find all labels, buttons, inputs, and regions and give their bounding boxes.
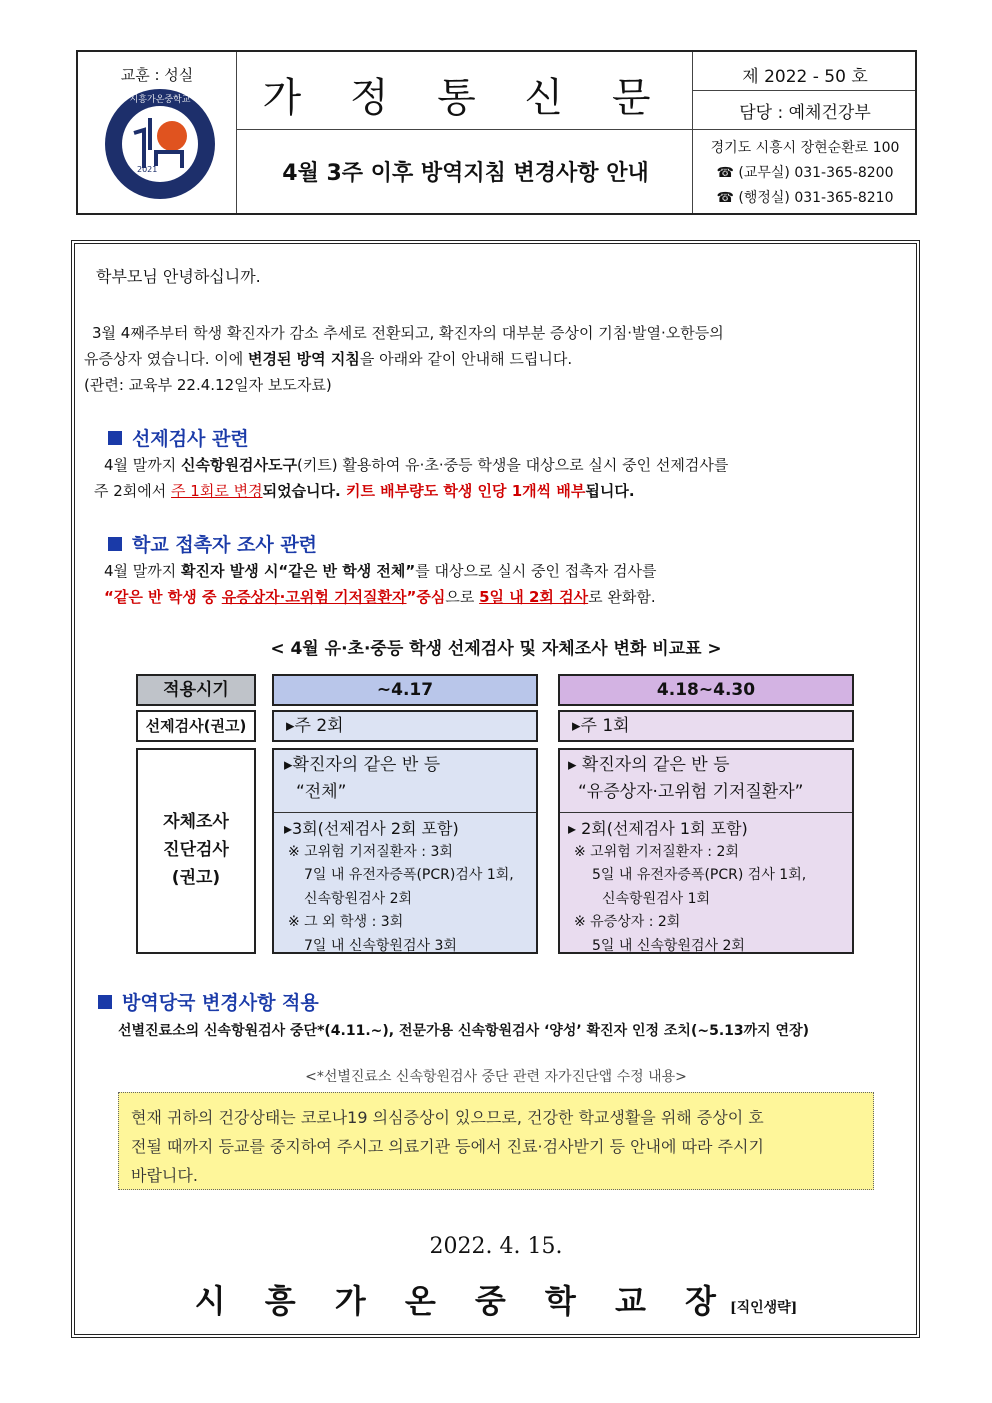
table-header-before: ~4.17 [272, 674, 538, 706]
phone-admin: ☎ (행정실) 031-365-8210 [716, 190, 894, 206]
bullet-square-icon [108, 431, 122, 445]
logo-year: 2021 [137, 165, 158, 174]
row-selftest-label: 자체조사 진단검사 (권고) [136, 748, 256, 954]
section-prescreening-line-2: 주 2회에서 주 1회로 변경되었습니다. 키트 배부량도 학생 인당 1개씩 배부됩니다. [94, 482, 635, 500]
bullet-square-icon [108, 537, 122, 551]
issue-number: 제 2022 - 50 호 [742, 67, 868, 87]
section-prescreening-line-1: 4월 말까지 신속항원검사도구(키트) 활용하여 유·초·중등 학생을 대상으로 실시 중인 선제검사를 [104, 456, 729, 474]
row-selftest-before: ▸확진자의 같은 반 등 “전체” ▸3회(선제검사 2회 포함) ※ 고위험 기저질환자 : 3회 7일 내 유전자증폭(PCR)검사 1회, 신속항원검사 2회 ※ 그 외 학생 : 3회 7일 내 신속항원검사 3회 [272, 748, 538, 954]
phone-office: ☎ (교무실) 031-365-8200 [716, 165, 894, 181]
contact-block [693, 136, 917, 211]
section-contact-line-1: 4월 말까지 확진자 발생 시“같은 반 학생 전체”를 대상으로 실시 중인 접촉자 검사를 [104, 562, 657, 580]
table-caption: < 4월 유·초·중등 학생 선제검사 및 자체조사 변화 비교표 > [270, 639, 722, 659]
greeting: 학부모님 안녕하십니까. [96, 267, 261, 286]
app-notice-title: <*선별진료소 신속항원검사 중단 관련 자가진단앱 수정 내용> [305, 1069, 687, 1085]
table-header-after: 4.18~4.30 [558, 674, 854, 706]
letter-header [76, 50, 917, 215]
row-prescreening-before: ▸주 2회 [272, 710, 538, 742]
section-contact-line-2: “같은 반 학생 중 유증상자·고위험 기저질환자”중심으로 5일 내 2회 검사로 완화함. [104, 588, 656, 606]
section-authority-line: 선별진료소의 신속항원검사 중단*(4.11.~), 전문가용 신속항원검사 ‘양성’ 확진자 인정 조치(~5.13까지 연장) [118, 1023, 809, 1039]
intro-line-1: 3월 4째주부터 학생 확진자가 감소 추세로 전환되고, 확진자의 대부분 증상이 기침·발열·오한등의 [92, 324, 724, 342]
row-prescreening-label: 선제검사(권고) [136, 710, 256, 742]
row-prescreening-after: ▸주 1회 [558, 710, 854, 742]
section-prescreening-title: 선제검사 관련 [108, 424, 249, 451]
section-authority-title: 방역당국 변경사항 적용 [98, 988, 319, 1015]
principal-signature: 시 흥 가 온 중 학 교 장[직인생략] [194, 1282, 798, 1320]
newsletter-subtitle: 4월 3주 이후 방역지침 변경사항 안내 [282, 161, 649, 186]
section-contact-title: 학교 접촉자 조사 관련 [108, 530, 317, 557]
app-notice-box: 현재 귀하의 건강상태는 코로나19 의심증상이 있으므로, 건강한 학교생활을 위해 증상이 호 전될 때까지 등교를 중지하여 주시고 의료기관 등에서 진료·검사받기 등 안내에 따라 주시기 바랍니다. [118, 1092, 874, 1190]
address: 경기도 시흥시 장현순환로 100 [710, 140, 900, 156]
school-logo [104, 88, 216, 200]
bullet-square-icon [98, 995, 112, 1009]
logo-school-name: 시흥가온중학교 [129, 95, 191, 105]
intro-reference: (관련: 교육부 22.4.12일자 보도자료) [84, 376, 332, 394]
newsletter-title: 가 정 통 신 문 [262, 75, 669, 121]
issue-date: 2022. 4. 15. [429, 1234, 563, 1259]
school-motto: 교훈 : 성실 [120, 66, 194, 84]
table-header-label: 적용시기 [136, 674, 256, 706]
row-selftest-after: ▸ 확진자의 같은 반 등 “유증상자·고위험 기저질환자” ▸ 2회(선제검사 1회 포함) ※ 고위험 기저질환자 : 2회 5일 내 유전자증폭(PCR) 검사 1회, 신속항원검사 1회 ※ 유증상자 : 2회 5일 내 신속항원검사 2회 [558, 748, 854, 954]
intro-line-2: 유증상자 였습니다. 이에 변경된 방역 지침을 아래와 같이 안내해 드립니다. [84, 350, 573, 368]
department: 담당 : 예체건강부 [739, 103, 871, 123]
